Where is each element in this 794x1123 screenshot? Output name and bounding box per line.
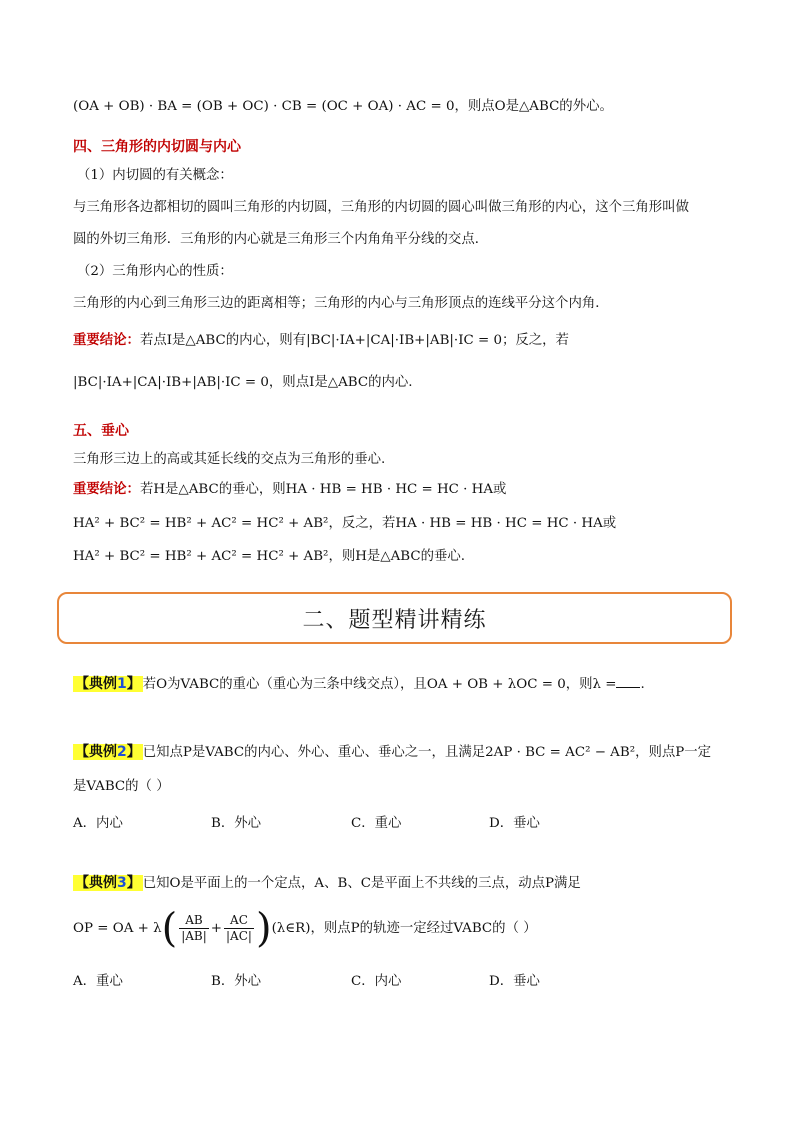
vector-formula: OA + OB + λOC = 0: [426, 677, 566, 692]
subsection-incircle-concept: （1）内切圆的有关概念：: [77, 168, 233, 183]
choice-d[interactable]: D．垂心: [489, 816, 540, 831]
key-label: 重要结论：: [73, 482, 140, 497]
subsection-incenter-properties: （2）三角形内心的性质：: [77, 264, 233, 279]
example-2: 【典例2】 已知点P是VABC的内心、外心、重心、垂心之一，且满足2AP · BC = AC² − AB²，则点P一定: [75, 744, 712, 760]
vector-formula: |BC|·IA+|CA|·IB+|AB|·IC = 0: [73, 375, 269, 390]
vector-formula: HA · HB = HB · HC = HC · HA: [285, 482, 494, 497]
vector-formula: HA · HB = HB · HC = HC · HA: [395, 516, 603, 531]
section-banner: [57, 592, 732, 644]
example-2-choices: [73, 812, 540, 831]
circumcenter-conclusion: [73, 97, 734, 117]
section-heading-orthocenter: 五、垂心: [73, 423, 129, 439]
paragraph: 与三角形各边都相切的圆叫三角形的内切圆，三角形的内切圆的圆心叫做三角形的内心，这个三角形叫做: [73, 200, 689, 215]
vector-formula: 2AP · BC = AC² − AB²: [485, 745, 636, 760]
example-3-choices: [73, 970, 540, 989]
example-1: 【典例1】 若O为VABC的重心（重心为三条中线交点），且OA + OB + λOC = 0，则λ = .: [75, 676, 645, 692]
choice-a[interactable]: A．重心: [73, 974, 123, 989]
fraction-ac: $\frac{AC}{|AC|}$: [226, 913, 252, 943]
conclusion-text: ，则点O是△ABC的外心。: [454, 99, 613, 114]
vector-formula: OP = OA + λ: [73, 921, 162, 936]
choice-b[interactable]: B．外心: [211, 974, 262, 989]
key-conclusion-incenter-converse: |BC|·IA+|CA|·IB+|AB|·IC = 0，则点I是△ABC的内心.: [73, 375, 413, 390]
vector-formula: (OA + OB) · BA = (OB + OC) · CB = (OC + OA) · AC = 0: [73, 99, 455, 114]
section-heading-incenter: 四、三角形的内切圆与内心: [73, 139, 241, 155]
answer-blank[interactable]: [616, 675, 640, 688]
key-label: 重要结论：: [73, 333, 140, 348]
key-conclusion-orthocenter: 重要结论：若H是△ABC的垂心，则HA · HB = HB · HC = HC · HA或: [73, 482, 507, 497]
choice-d[interactable]: D．垂心: [489, 974, 540, 989]
vector-formula: HA² + BC² = HB² + AC² = HC² + AB²: [73, 516, 329, 531]
paragraph: 三角形的内心到三角形三边的距离相等；三角形的内心与三角形顶点的连线平分这个内角．: [73, 296, 609, 311]
orthocenter-converse-line: HA² + BC² = HB² + AC² = HC² + AB²，则H是△ABC的垂心.: [73, 549, 466, 564]
orthocenter-formula-line: HA² + BC² = HB² + AC² = HC² + AB²，反之，若HA · HB = HB · HC = HC · HA或: [73, 516, 617, 531]
example-3: 【典例3】 已知O是平面上的一个定点，A、B、C是平面上不共线的三点，动点P满足: [75, 875, 581, 891]
example-3-formula-line: OP = OA + λ( $\frac{AB}{|AB|}$ + $\frac{AC}{|AC|}$ )(λ∈R)，则点P的轨迹一定经过VABC的（ ）: [73, 905, 537, 952]
paragraph: 三角形三边上的高或其延长线的交点为三角形的垂心.: [73, 452, 386, 467]
example-tag: 【典例1】: [75, 676, 141, 692]
paragraph: 圆的外切三角形．三角形的内心就是三角形三个内角角平分线的交点．: [73, 232, 489, 247]
choice-a[interactable]: A．内心: [73, 816, 123, 831]
banner-title: 二、题型精讲精练: [302, 607, 487, 633]
fraction-ab: $\frac{AB}{|AB|}$: [181, 913, 207, 943]
vector-formula: |BC|·IA+|CA|·IB+|AB|·IC = 0: [306, 333, 502, 348]
example-tag: 【典例2】: [75, 744, 141, 760]
choice-c[interactable]: C．重心: [351, 816, 402, 831]
choice-b[interactable]: B．外心: [211, 816, 262, 831]
key-conclusion-incenter: 重要结论：若点I是△ABC的内心，则有|BC|·IA+|CA|·IB+|AB|·IC = 0；反之，若: [73, 333, 569, 348]
example-2-cont: 是VABC的（ ）: [73, 779, 170, 794]
example-tag: 【典例3】: [75, 875, 141, 891]
choice-c[interactable]: C．内心: [351, 974, 402, 989]
vector-formula: HA² + BC² = HB² + AC² = HC² + AB²: [73, 549, 329, 564]
